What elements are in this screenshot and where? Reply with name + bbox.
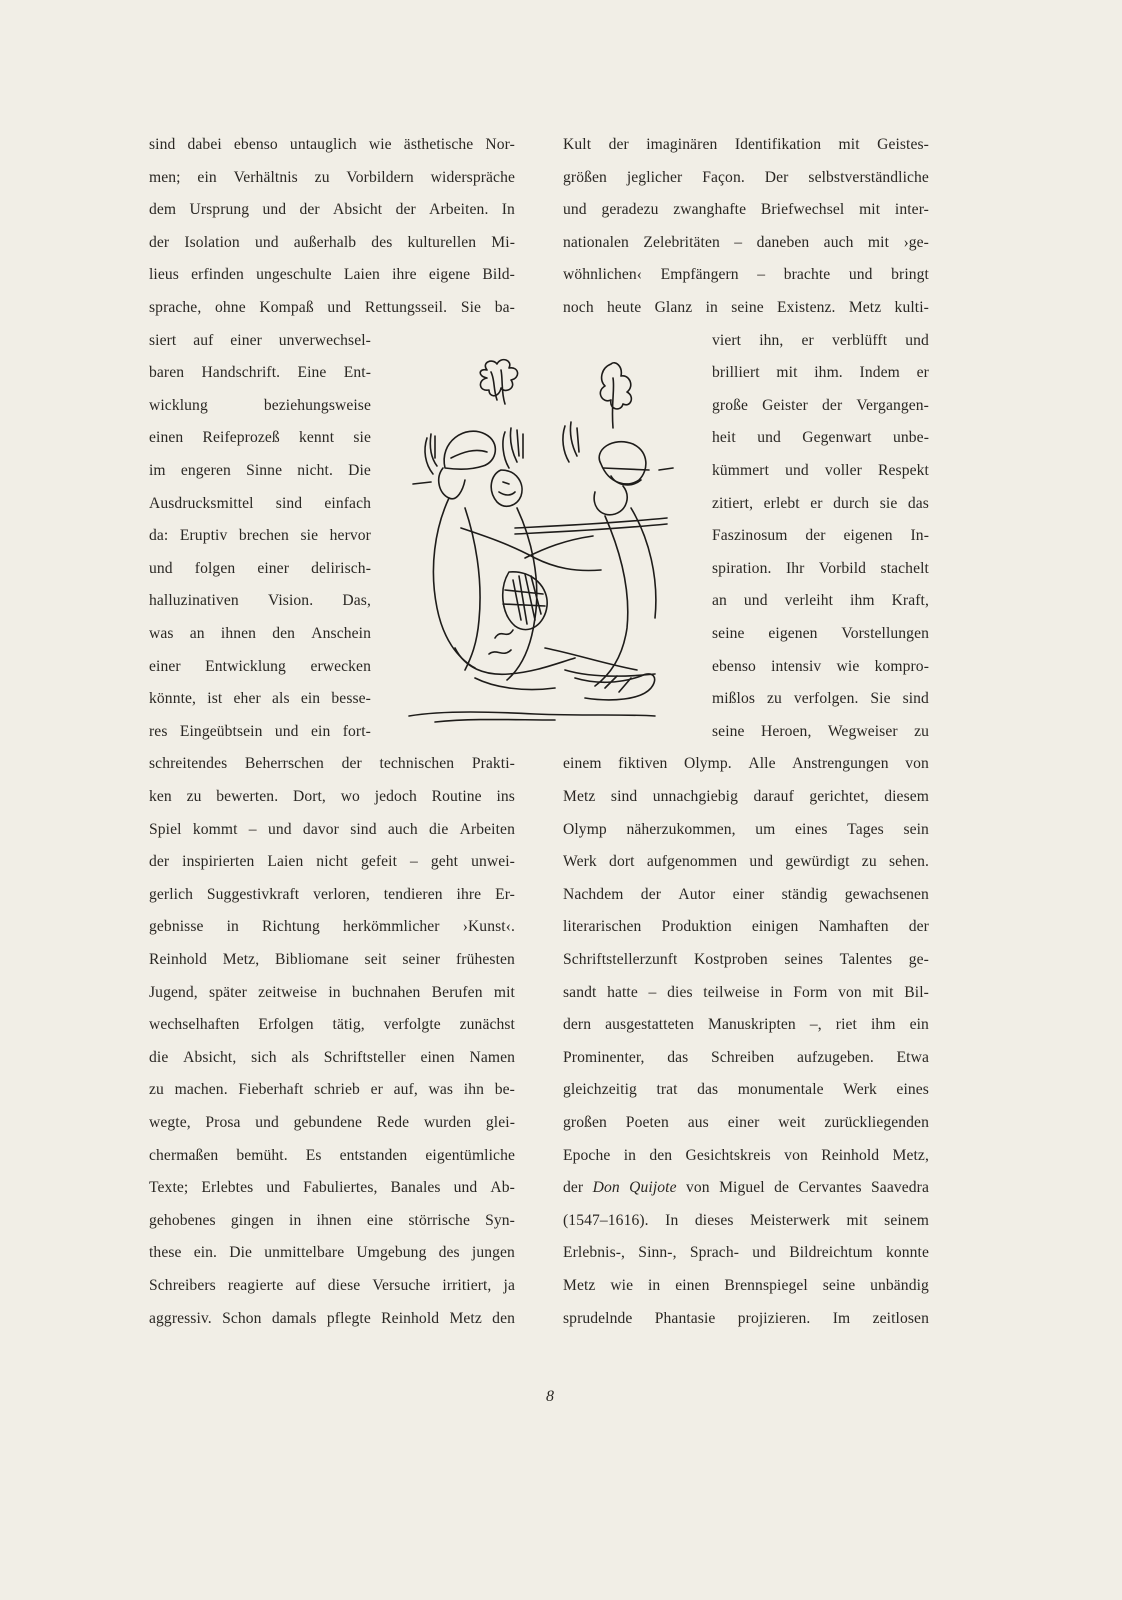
text-line: der Isolation und außerhalb des kulturellen Mi- [149,233,515,251]
text-line: der Don Quijote von Miguel de Cervantes Saavedra [563,1179,929,1197]
text-line: einer Entwicklung erwecken [149,657,371,675]
ink-drawing-icon [405,358,680,738]
text-line: größen jeglicher Façon. Der selbstverständliche [563,168,929,186]
text-line: men; ein Verhältnis zu Vorbildern widerspräche [149,168,515,186]
text-line: einem fiktiven Olymp. Alle Anstrengungen von [563,755,929,773]
text-line: wöhnlichen‹ Empfängern – brachte und bringt [563,266,929,284]
text-line: mißlos zu verfolgen. Sie sind [712,690,929,708]
text-line: Erlebnis-, Sinn-, Sprach- und Bildreichtum konnte [563,1244,929,1262]
text-line: seine Heroen, Wegweiser zu [712,722,929,740]
text-line: seine eigenen Vorstellungen [712,625,929,642]
text-line: gerlich Suggestivkraft verloren, tendieren ihre Er- [149,885,515,903]
text-line: nationalen Zelebritäten – daneben auch mit ›ge- [563,233,929,251]
text-line: literarischen Produktion einigen Namhaften der [563,918,929,936]
text-line: ken zu bewerten. Dort, wo jedoch Routine ins [149,788,515,805]
text-line: brilliert mit ihm. Indem er [712,364,929,382]
text-line: viert ihn, er verblüfft und [712,331,929,349]
text-line: Metz wie in einen Brennspiegel seine unbändig [563,1277,929,1294]
text-line: dem Ursprung und der Absicht der Arbeiten. In [149,201,515,219]
text-line: (1547–1616). In dieses Meisterwerk mit seinem [563,1211,929,1229]
text-line: spiration. Ihr Vorbild stachelt [712,559,929,577]
text-line: könnte, ist eher als ein besse- [149,690,371,708]
text-line: sind dabei ebenso untauglich wie ästhetische Nor- [149,136,515,153]
text-line: zitiert, erlebt er durch sie das [712,494,929,512]
text-line: was an ihnen den Anschein [149,625,371,642]
text-line: Kult der imaginären Identifikation mit Geistes- [563,136,929,153]
text-line: schreitendes Beherrschen der technischen Prakti- [149,755,515,773]
text-line: sprudelnde Phantasie projizieren. Im zeitlosen [563,1309,929,1327]
text-line: gehobenes gingen in ihnen eine störrische Syn- [149,1211,515,1229]
text-line: Ausdrucksmittel sind einfach [149,494,371,512]
text-line: da: Eruptiv brechen sie hervor [149,527,371,545]
text-line: wicklung beziehungsweise [149,396,371,414]
text-line: siert auf einer unverwechsel- [149,331,371,349]
text-line: großen Poeten aus einer weit zurückliegenden [563,1114,929,1131]
text-line: wegte, Prosa und gebundene Rede wurden glei- [149,1114,515,1131]
text-line: these ein. Die unmittelbare Umgebung des jungen [149,1244,515,1262]
text-line: Faszinosum der eigenen In- [712,527,929,545]
text-line: noch heute Glanz in seine Existenz. Metz kulti- [563,299,929,316]
text-line: sprache, ohne Kompaß und Rettungsseil. Sie ba- [149,299,515,316]
page-number: 8 [546,1388,554,1405]
text-line: ebenso intensiv wie kompro- [712,657,929,675]
text-line: Jugend, später zeitweise in buchnahen Berufen mit [149,983,515,1001]
text-line: einen Reifeprozeß kennt sie [149,429,371,447]
text-line: dern ausgestatteten Manuskripten –, riet ihm ein [563,1016,929,1034]
text-line: heit und Gegenwart unbe- [712,429,929,447]
text-line: aggressiv. Schon damals pflegte Reinhold Metz den [149,1309,515,1327]
text-line: Schriftstellerzunft Kostproben seines Talentes ge- [563,951,929,968]
text-line: an und verleiht ihm Kraft, [712,592,929,610]
text-line: res Eingeübtsein und ein fort- [149,722,371,740]
text-line: sandt hatte – dies teilweise in Form von mit Bil- [563,983,929,1001]
text-line: Prominenter, das Schreiben aufzugeben. Etwa [563,1048,929,1066]
text-line: wechselhaften Erfolgen tätig, verfolgte zunächst [149,1016,515,1034]
text-line: kümmert und voller Respekt [712,462,929,479]
text-line: zu machen. Fieberhaft schrieb er auf, was ihn be- [149,1081,515,1099]
text-line: gebnisse in Richtung herkömmlicher ›Kunst‹. [149,918,515,936]
text-line: Spiel kommt – und davor sind auch die Arbeiten [149,820,515,838]
text-line: Schreibers reagierte auf diese Versuche irritiert, ja [149,1277,515,1294]
text-line: baren Handschrift. Eine Ent- [149,364,371,382]
text-line: der inspirierten Laien nicht gefeit – geht unwei- [149,853,515,871]
text-line: und geradezu zwanghafte Briefwechsel mit inter- [563,201,929,219]
text-line: Reinhold Metz, Bibliomane seit seiner frühesten [149,951,515,968]
text-line: Nachdem der Autor einer ständig gewachsenen [563,885,929,903]
text-line: Texte; Erlebtes und Fabuliertes, Banales und Ab- [149,1179,515,1197]
text-line: im engeren Sinne nicht. Die [149,462,371,479]
text-line: halluzinativen Vision. Das, [149,592,371,610]
text-line: Werk dort aufgenommen und gewürdigt zu sehen. [563,853,929,871]
text-line: Metz sind unnachgiebig darauf gerichtet, diesem [563,788,929,805]
text-line: Epoche in den Gesichtskreis von Reinhold Metz, [563,1146,929,1164]
text-line: chermaßen bemüht. Es entstanden eigentümliche [149,1146,515,1164]
text-line: Olymp näherzukommen, um eines Tages sein [563,820,929,838]
text-line: und folgen einer delirisch- [149,559,371,577]
text-line: die Absicht, sich als Schriftsteller einen Namen [149,1048,515,1066]
text-line: gleichzeitig trat das monumentale Werk eines [563,1081,929,1099]
text-line: lieus erfinden ungeschulte Laien ihre eigene Bild- [149,266,515,284]
text-line: große Geister der Vergangen- [712,396,929,414]
